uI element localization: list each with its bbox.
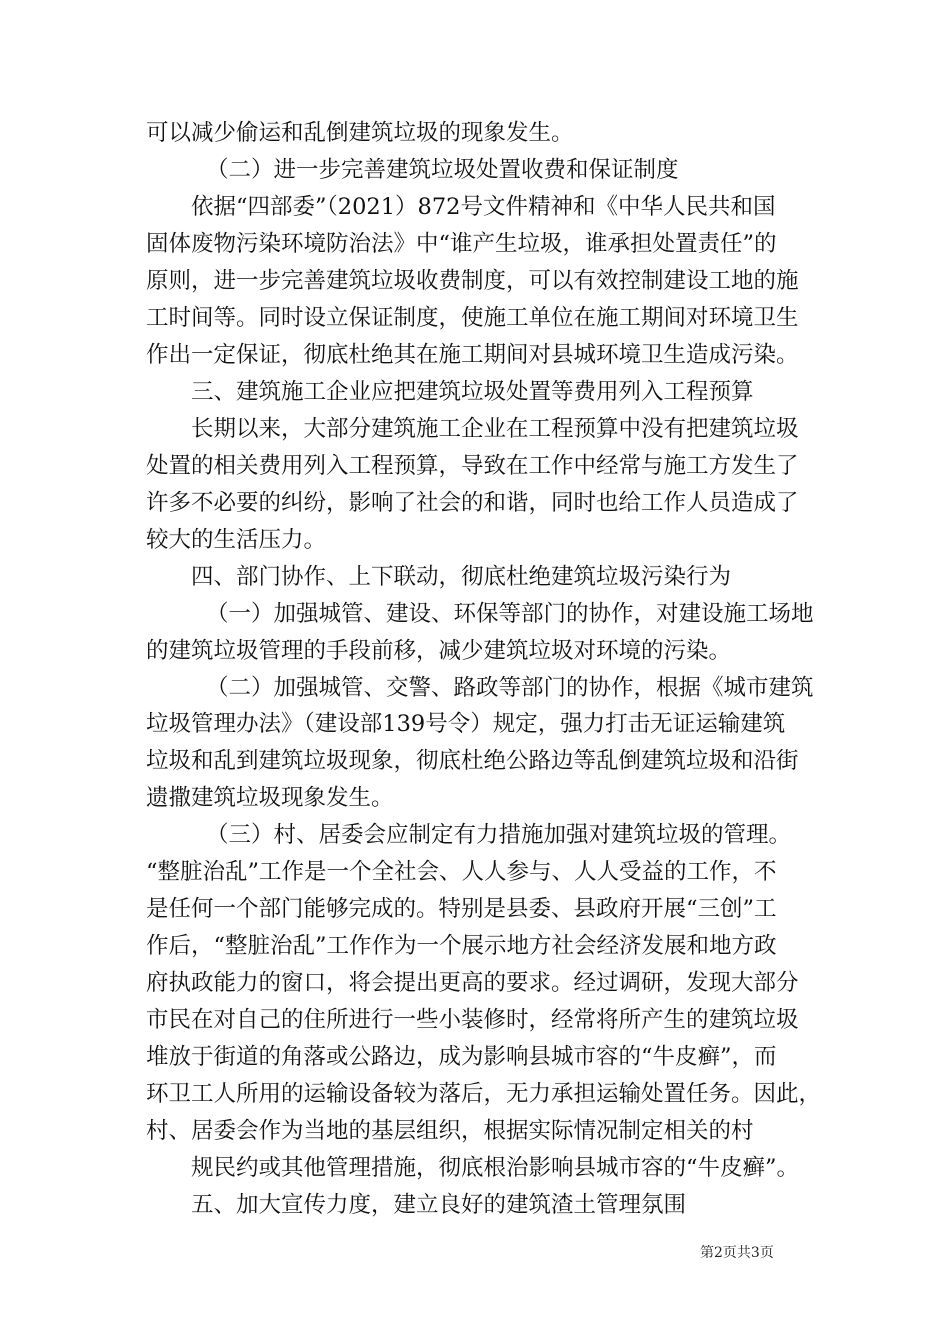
text-line: 依据“四部委”（2021）872号文件精神和《中华人民共和国 bbox=[191, 193, 776, 220]
text-line: 垃圾管理办法》（建设部139号令）规定，强力打击无证运输建筑 bbox=[146, 711, 786, 738]
text-line: “整脏治乱”工作是一个全社会、人人参与、人人受益的工作，不 bbox=[146, 859, 777, 886]
section-heading: 四、部门协作、上下联动，彻底杜绝建筑垃圾污染行为 bbox=[191, 563, 732, 590]
text-line: 许多不必要的纠纷，影响了社会的和谐，同时也给工作人员造成了 bbox=[146, 489, 799, 516]
text-line: 堆放于街道的角落或公路边，成为影响县城市容的“牛皮癣”，而 bbox=[146, 1044, 777, 1071]
text-line: 固体废物污染环境防治法》中“谁产生垃圾，谁承担处置责任”的 bbox=[146, 230, 777, 257]
text-line: 原则，进一步完善建筑垃圾收费制度，可以有效控制建设工地的施 bbox=[146, 267, 799, 294]
text-line: 作后，“整脏治乱”工作作为一个展示地方社会经济发展和地方政 bbox=[146, 933, 777, 960]
text-line: 垃圾和乱到建筑垃圾现象，彻底杜绝公路边等乱倒建筑垃圾和沿街 bbox=[146, 748, 799, 775]
text-line: 可以减少偷运和乱倒建筑垃圾的现象发生。 bbox=[146, 120, 574, 146]
section-heading: （二）进一步完善建筑垃圾处置收费和保证制度 bbox=[206, 157, 679, 183]
text-line: 的建筑垃圾管理的手段前移，减少建筑垃圾对环境的污染。 bbox=[146, 637, 732, 664]
text-line: 工时间等。同时设立保证制度，使施工单位在施工期间对环境卫生 bbox=[146, 304, 799, 331]
text-line: 市民在对自己的住所进行一些小装修时，经常将所产生的建筑垃圾 bbox=[146, 1007, 799, 1034]
section-heading: 五、加大宣传力度，建立良好的建筑渣土管理氛围 bbox=[191, 1192, 687, 1218]
text-line: （一）加强城管、建设、环保等部门的协作，对建设施工场地 bbox=[206, 600, 814, 627]
text-line: （二）加强城管、交警、路政等部门的协作，根据《城市建筑 bbox=[206, 674, 814, 701]
text-line: 遗撒建筑垃圾现象发生。 bbox=[146, 785, 394, 812]
text-line: 村、居委会作为当地的基层组织，根据实际情况制定相关的村 bbox=[146, 1118, 754, 1145]
page-number: 第2页共3页 bbox=[700, 1245, 774, 1261]
text-line: 较大的生活压力。 bbox=[146, 526, 327, 553]
text-line: （三）村、居委会应制定有力措施加强对建筑垃圾的管理。 bbox=[206, 822, 792, 849]
text-line: 作出一定保证，彻底杜绝其在施工期间对县城环境卫生造成污染。 bbox=[146, 341, 799, 368]
text-line: 环卫工人所用的运输设备较为落后，无力承担运输处置任务。因此， bbox=[146, 1081, 822, 1108]
text-line: 府执政能力的窗口，将会提出更高的要求。经过调研，发现大部分 bbox=[146, 970, 799, 997]
text-line: 是任何一个部门能够完成的。特别是县委、县政府开展“三创”工 bbox=[146, 896, 777, 923]
section-heading: 三、建筑施工企业应把建筑垃圾处置等费用列入工程预算 bbox=[191, 378, 754, 405]
text-line: 处置的相关费用列入工程预算，导致在工作中经常与施工方发生了 bbox=[146, 452, 799, 479]
text-line: 长期以来，大部分建筑施工企业在工程预算中没有把建筑垃圾 bbox=[191, 415, 799, 442]
text-line: 规民约或其他管理措施，彻底根治影响县城市容的“牛皮癣”。 bbox=[191, 1155, 800, 1181]
